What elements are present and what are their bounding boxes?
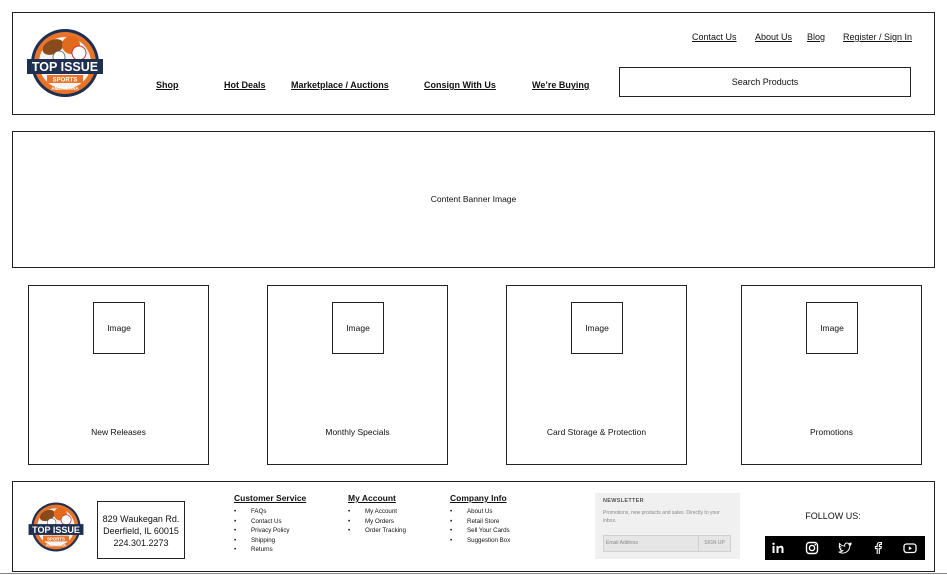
logo-text-americana: AMERICANA: [51, 86, 79, 91]
footer-link-faqs[interactable]: • FAQs: [234, 507, 306, 517]
instagram-icon[interactable]: [805, 541, 819, 555]
nav-shop[interactable]: Shop: [156, 80, 179, 90]
page-bottom-divider: [0, 573, 947, 574]
footer-link-my-orders[interactable]: • My Orders: [348, 517, 406, 527]
nav-hot-deals[interactable]: Hot Deals: [224, 80, 266, 90]
footer-link-privacy-policy[interactable]: • Privacy Policy: [234, 526, 306, 536]
newsletter-description: Promotions, new products and sales. Directly to your inbox.: [603, 510, 720, 524]
category-card-monthly-specials[interactable]: [267, 285, 448, 465]
newsletter-form: [603, 535, 731, 552]
nav-we-are-buying[interactable]: We’re Buying: [532, 80, 590, 90]
card-label: New Releases: [91, 427, 146, 437]
address-phone: 224.301.2273: [113, 538, 169, 548]
blog-link[interactable]: Blog: [807, 32, 826, 42]
footer-link-order-tracking[interactable]: • Order Tracking: [348, 526, 406, 536]
address-street: 829 Waukegan Rd.: [102, 514, 180, 524]
address-city: Deerfield, IL 60015: [103, 526, 179, 536]
footer-link-sell-your-cards[interactable]: • Sell Your Cards: [450, 526, 510, 536]
facebook-icon[interactable]: [871, 541, 885, 555]
card-image: Image: [332, 302, 384, 354]
footer-column-title[interactable]: My Account: [348, 493, 396, 503]
footer-my-account: [348, 493, 406, 536]
banner-placeholder-text: Content Banner Image: [430, 194, 517, 204]
footer-logo-text-sports: SPORTS: [47, 536, 65, 542]
newsletter-box: [595, 493, 740, 559]
footer-logo-text-americana: AMERICANA: [46, 543, 66, 548]
category-card-card-storage[interactable]: [506, 285, 687, 465]
card-label: Promotions: [810, 427, 853, 437]
linkedin-icon[interactable]: [771, 541, 785, 555]
store-address: [97, 501, 185, 559]
category-card-promotions[interactable]: [741, 285, 922, 465]
twitter-icon[interactable]: [838, 541, 852, 555]
follow-us-label: FOLLOW US:: [805, 511, 861, 521]
content-banner[interactable]: [12, 131, 935, 268]
register-sign-in-link[interactable]: Register / Sign In: [843, 32, 913, 42]
about-us-link[interactable]: About Us: [755, 32, 793, 42]
search-input[interactable]: Search Products: [619, 67, 911, 97]
nav-marketplace-auctions[interactable]: Marketplace / Auctions: [291, 80, 389, 90]
social-links-bar: [765, 536, 925, 560]
footer-link-returns[interactable]: • Returns: [234, 545, 306, 555]
footer-link-contact-us[interactable]: • Contact Us: [234, 517, 306, 527]
footer-column-title[interactable]: Customer Service: [234, 493, 307, 503]
card-image: Image: [806, 302, 858, 354]
footer-customer-service: [234, 493, 306, 555]
site-header: [12, 12, 935, 115]
logo-text-sports: SPORTS: [52, 77, 78, 84]
footer-company-info: [450, 493, 510, 545]
footer-link-about-us[interactable]: • About Us: [450, 507, 510, 517]
logo-text-top-issue: TOP ISSUE: [31, 60, 99, 74]
youtube-icon[interactable]: [903, 541, 917, 555]
card-image: Image: [571, 302, 623, 354]
footer-link-my-account[interactable]: • My Account: [348, 507, 406, 517]
footer-link-shipping[interactable]: • Shipping: [234, 536, 306, 546]
nav-consign-with-us[interactable]: Consign With Us: [424, 80, 496, 90]
newsletter-email-input[interactable]: Email Address: [606, 540, 638, 546]
contact-us-link[interactable]: Contact Us: [692, 32, 737, 42]
footer-link-retail-store[interactable]: • Retail Store: [450, 517, 510, 527]
card-image: Image: [93, 302, 145, 354]
newsletter-title: NEWSLETTER: [603, 498, 644, 504]
footer-column-title[interactable]: Company Info: [450, 493, 507, 503]
newsletter-sign-up-button[interactable]: SIGN UP: [698, 536, 730, 551]
card-label: Card Storage & Protection: [546, 427, 647, 437]
site-footer: [12, 481, 935, 572]
footer-logo-text-top-issue: TOP ISSUE: [32, 524, 80, 535]
card-label: Monthly Specials: [325, 427, 390, 437]
footer-logo[interactable]: [28, 501, 84, 553]
category-card-new-releases[interactable]: [28, 285, 209, 465]
footer-link-suggestion-box[interactable]: • Suggestion Box: [450, 536, 510, 546]
top-issue-logo[interactable]: [27, 27, 103, 99]
